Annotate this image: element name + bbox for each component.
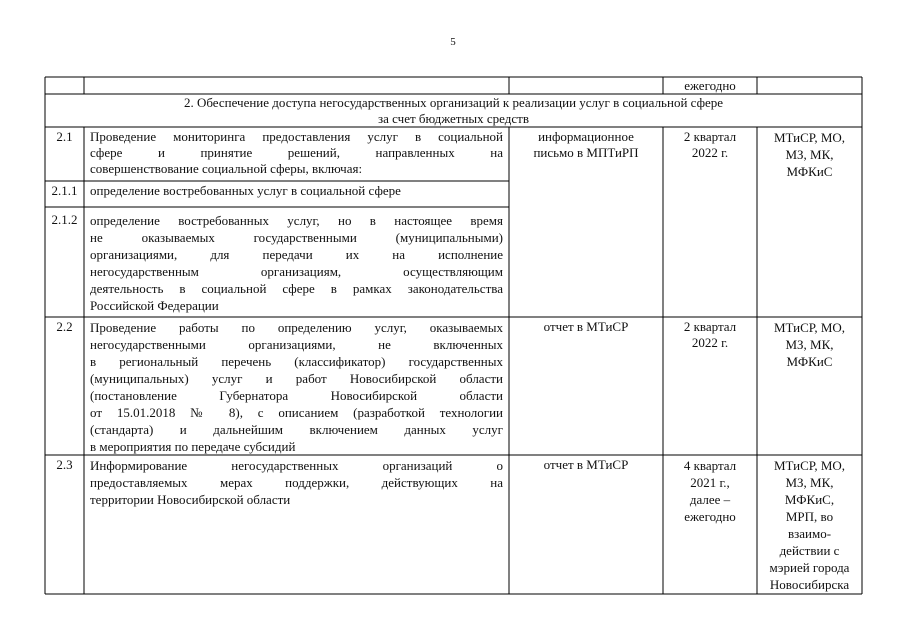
term-line: далее – xyxy=(689,492,731,507)
description-line: территории Новосибирской области xyxy=(90,492,291,507)
term-line: 4 квартал xyxy=(683,458,737,473)
row-result xyxy=(509,457,663,473)
description-line: сфере и принятие решений, направленных на xyxy=(90,145,503,160)
row-description xyxy=(90,457,503,508)
term-line: 2022 г. xyxy=(691,335,729,350)
page-number: 5 xyxy=(450,36,456,48)
description-line: негосударственными организациями, не включенных xyxy=(90,337,503,352)
executor-line: МРП, во xyxy=(785,509,834,524)
description-line: определение востребованных услуг в социальной сфере xyxy=(90,183,401,198)
executor-line: МФКиС xyxy=(786,164,833,179)
executor-line: МЗ, МК, xyxy=(785,147,834,162)
description-line: определение востребованных услуг, но в настоящее время xyxy=(90,213,503,228)
description-line: Российской Федерации xyxy=(90,298,219,313)
row-description xyxy=(90,183,503,199)
description-line: от 15.01.2018 № 8), с описанием (разработкой технологии xyxy=(90,405,503,420)
section-title xyxy=(46,95,861,127)
result-line: информационное xyxy=(538,129,634,144)
description-line: (муниципальных) услуг и работ Новосибирской области xyxy=(90,371,503,386)
description-line: Информирование негосударственных организаций о xyxy=(90,458,503,473)
description-line: (постановление Губернатора Новосибирской области xyxy=(90,388,503,403)
row-number: 2.2 xyxy=(56,319,73,334)
description-line: Проведение мониторинга предоставления услуг в социальной xyxy=(90,129,503,144)
term-line: 2 квартал xyxy=(683,319,737,334)
executor-line: действии с xyxy=(779,543,840,558)
row-description xyxy=(90,212,503,314)
result-line: письмо в МПТиРП xyxy=(533,145,639,160)
result-line: отчет в МТиСР xyxy=(543,319,629,334)
row-result xyxy=(509,319,663,335)
row-result xyxy=(509,129,663,161)
row-number: 2.1.2 xyxy=(51,212,78,227)
row-number: 2.1 xyxy=(56,129,73,144)
row-term xyxy=(663,129,757,161)
term-line: 2022 г. xyxy=(691,145,729,160)
executor-line: МЗ, МК, xyxy=(785,337,834,352)
description-line: организациями, для передачи их на исполнение xyxy=(90,247,503,262)
executor-line: МФКиС, xyxy=(784,492,835,507)
executor-line: МТиСР, МО, xyxy=(773,458,846,473)
description-line: деятельность в социальной сфере в рамках законодательства xyxy=(90,281,503,296)
description-line: в региональный перечень (классификатор) государственных xyxy=(90,354,503,369)
term-line: 2 квартал xyxy=(683,129,737,144)
description-line: в мероприятия по передаче субсидий xyxy=(90,439,296,454)
executor-line: МТиСР, МО, xyxy=(773,130,846,145)
row-term xyxy=(663,319,757,351)
row-term xyxy=(663,457,757,525)
row-executors xyxy=(757,129,862,180)
term-line: ежегодно xyxy=(684,509,736,524)
row-description xyxy=(90,319,503,455)
result-line: отчет в МТиСР xyxy=(543,457,629,472)
executor-line: Новосибирска xyxy=(769,577,850,592)
executor-line: МТиСР, МО, xyxy=(773,320,846,335)
description-line: предоставляемых мерах поддержки, действующих на xyxy=(90,475,503,490)
description-line: Проведение работы по определению услуг, оказываемых xyxy=(90,320,503,335)
executor-line: взаимо- xyxy=(787,526,832,541)
description-line: негосударственным организациям, осуществляющим xyxy=(90,264,503,279)
description-line: совершенствование социальной сферы, включая: xyxy=(90,161,363,176)
executor-line: МЗ, МК, xyxy=(785,475,834,490)
executor-line: МФКиС xyxy=(786,354,833,369)
row-number: 2.3 xyxy=(56,457,73,472)
row-number: 2.1.1 xyxy=(51,183,78,198)
row-executors xyxy=(757,457,862,593)
top-row-period: ежегодно xyxy=(684,78,736,93)
row-description xyxy=(90,129,503,177)
section-title-line: 2. Обеспечение доступа негосударственных организаций к реализации услуг в социальной сфере xyxy=(183,95,724,110)
term-line: 2021 г., xyxy=(690,475,730,490)
executor-line: мэрией города xyxy=(769,560,850,575)
description-line: не оказываемых государственными (муниципальными) xyxy=(90,230,503,245)
description-line: (стандарта) и дальнейшим включением данных услуг xyxy=(90,422,503,437)
row-executors xyxy=(757,319,862,370)
section-title-line: за счет бюджетных средств xyxy=(378,111,529,126)
